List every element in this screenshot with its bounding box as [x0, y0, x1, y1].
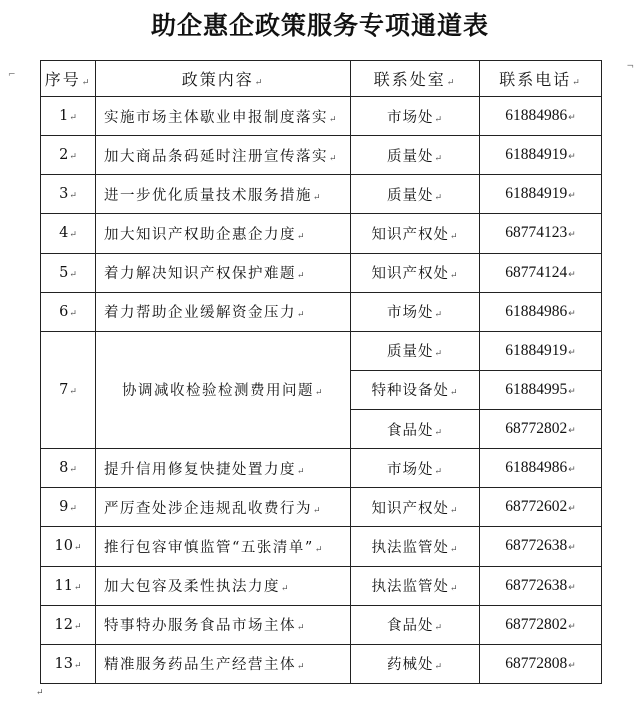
policy-content: 加大商品条码延时注册宣传落实↵ — [96, 136, 351, 175]
contact-phone: 61884986↵ — [480, 292, 602, 331]
table-row — [41, 644, 602, 683]
contact-phone: 61884919↵ — [480, 331, 602, 370]
left-margin-marker: ⌐ — [8, 70, 16, 80]
contact-phone: 68772602↵ — [480, 488, 602, 527]
contact-department: 知识产权处↵ — [351, 253, 480, 292]
table-row — [41, 253, 602, 292]
row-number: 7↵ — [41, 331, 96, 448]
contact-phone: 68774123↵ — [480, 214, 602, 253]
contact-phone: 61884986↵ — [480, 449, 602, 488]
row-number: 3↵ — [41, 175, 96, 214]
contact-phone: 61884919↵ — [480, 175, 602, 214]
table-row — [41, 214, 602, 253]
policy-content: 加大知识产权助企惠企力度↵ — [96, 214, 351, 253]
contact-department: 质量处↵ — [351, 175, 480, 214]
contact-phone: 68772802↵ — [480, 410, 602, 449]
table-row — [41, 605, 602, 644]
header-dept: 联系处室↵ — [351, 61, 480, 97]
table-row — [41, 292, 602, 331]
page-title: 助企惠企政策服务专项通道表 — [150, 11, 489, 40]
header-no: 序号↵ — [41, 61, 96, 97]
row-number: 10↵ — [41, 527, 96, 566]
policy-content: 着力解决知识产权保护难题↵ — [96, 253, 351, 292]
contact-phone: 61884995↵ — [480, 370, 602, 409]
right-margin-marker: ¬ — [626, 62, 634, 72]
contact-department: 执法监管处↵ — [351, 527, 480, 566]
row-number: 5↵ — [41, 253, 96, 292]
contact-department: 食品处↵ — [351, 605, 480, 644]
policy-content: 提升信用修复快捷处置力度↵ — [96, 449, 351, 488]
row-number: 2↵ — [41, 136, 96, 175]
contact-phone: 61884986↵ — [480, 97, 602, 136]
contact-department: 食品处↵ — [351, 410, 480, 449]
table-header-row — [41, 61, 602, 97]
contact-department: 质量处↵ — [351, 331, 480, 370]
table-row — [41, 527, 602, 566]
table-row — [41, 331, 602, 370]
policy-content: 精准服务药品生产经营主体↵ — [96, 644, 351, 683]
row-number: 1↵ — [41, 97, 96, 136]
row-number: 6↵ — [41, 292, 96, 331]
contact-phone: 68772802↵ — [480, 605, 602, 644]
contact-department: 市场处↵ — [351, 97, 480, 136]
policy-content: 特事特办服务食品市场主体↵ — [96, 605, 351, 644]
row-number: 8↵ — [41, 449, 96, 488]
policy-content: 推行包容审慎监管“五张清单”↵ — [96, 527, 351, 566]
contact-department: 特种设备处↵ — [351, 370, 480, 409]
contact-department: 市场处↵ — [351, 292, 480, 331]
table-row — [41, 97, 602, 136]
contact-department: 质量处↵ — [351, 136, 480, 175]
policy-table — [40, 60, 602, 684]
table-row — [41, 566, 602, 605]
policy-content: 进一步优化质量技术服务措施↵ — [96, 175, 351, 214]
row-number: 13↵ — [41, 644, 96, 683]
policy-content: 实施市场主体歇业申报制度落实↵ — [96, 97, 351, 136]
row-number: 12↵ — [41, 605, 96, 644]
end-marker: ↵ — [36, 688, 44, 698]
header-phone: 联系电话↵ — [480, 61, 602, 97]
policy-content: 着力帮助企业缓解资金压力↵ — [96, 292, 351, 331]
contact-phone: 61884919↵ — [480, 136, 602, 175]
contact-department: 知识产权处↵ — [351, 214, 480, 253]
table-row — [41, 449, 602, 488]
table-row — [41, 175, 602, 214]
table-row — [41, 488, 602, 527]
row-number: 4↵ — [41, 214, 96, 253]
header-policy: 政策内容↵ — [96, 61, 351, 97]
row-number: 9↵ — [41, 488, 96, 527]
contact-department: 知识产权处↵ — [351, 488, 480, 527]
contact-phone: 68774124↵ — [480, 253, 602, 292]
contact-phone: 68772638↵ — [480, 527, 602, 566]
contact-department: 市场处↵ — [351, 449, 480, 488]
policy-content: 严厉查处涉企违规乱收费行为↵ — [96, 488, 351, 527]
policy-content: 加大包容及柔性执法力度↵ — [96, 566, 351, 605]
contact-phone: 68772638↵ — [480, 566, 602, 605]
contact-department: 药械处↵ — [351, 644, 480, 683]
policy-content: 协调减收检验检测费用问题↵ — [96, 331, 351, 448]
row-number: 11↵ — [41, 566, 96, 605]
table-row — [41, 136, 602, 175]
contact-phone: 68772808↵ — [480, 644, 602, 683]
table-body — [41, 97, 602, 684]
contact-department: 执法监管处↵ — [351, 566, 480, 605]
